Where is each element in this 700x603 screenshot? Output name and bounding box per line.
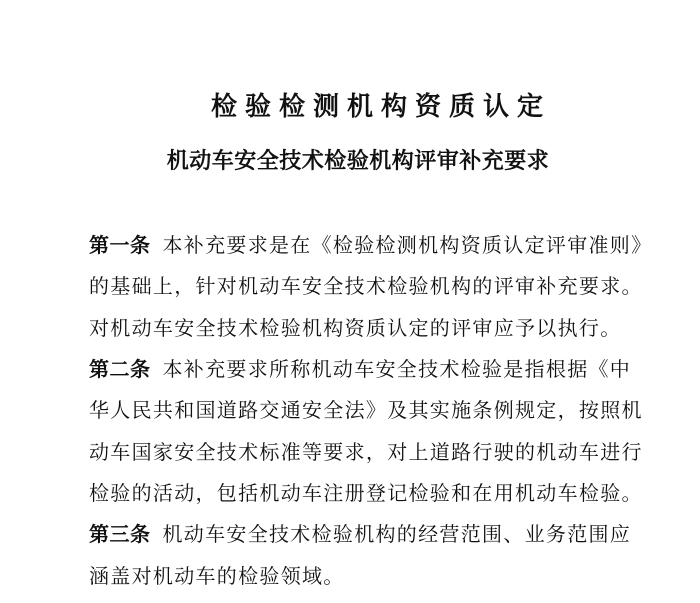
article-2-text-1: 本补充要求所称机动车安全技术检验是指根据《中 <box>162 357 632 381</box>
article-3-line-2: 涵盖对机动车的检验领域。 <box>89 564 345 588</box>
article-3-number: 第三条 <box>89 522 151 546</box>
article-2-line-3: 动车国家安全技术标准等要求，对上道路行驶的机动车进行 <box>89 440 643 464</box>
article-2-number: 第二条 <box>89 357 151 381</box>
article-1-text-1: 本补充要求是在《检验检测机构资质认定评审准则》 <box>162 233 653 257</box>
article-1-line-1 <box>89 232 652 258</box>
document-title: 检验检测机构资质认定 <box>210 92 551 122</box>
article-1-number: 第一条 <box>89 233 151 257</box>
document-subtitle: 机动车安全技术检验机构评审补充要求 <box>166 149 550 174</box>
article-1-line-2: 的基础上，针对机动车安全技术检验机构的评审补充要求。 <box>89 274 643 298</box>
article-2-line-4: 检验的活动，包括机动车注册登记检验和在用机动车检验。 <box>89 481 643 505</box>
article-2-line-1 <box>89 356 631 382</box>
article-2-line-2: 华人民共和国道路交通安全法》及其实施条例规定，按照机 <box>89 398 643 422</box>
article-1-line-3: 对机动车安全技术检验机构资质认定的评审应予以执行。 <box>89 316 622 340</box>
article-3-line-1 <box>89 521 631 547</box>
article-3-text-1: 机动车安全技术检验机构的经营范围、业务范围应 <box>162 522 632 546</box>
